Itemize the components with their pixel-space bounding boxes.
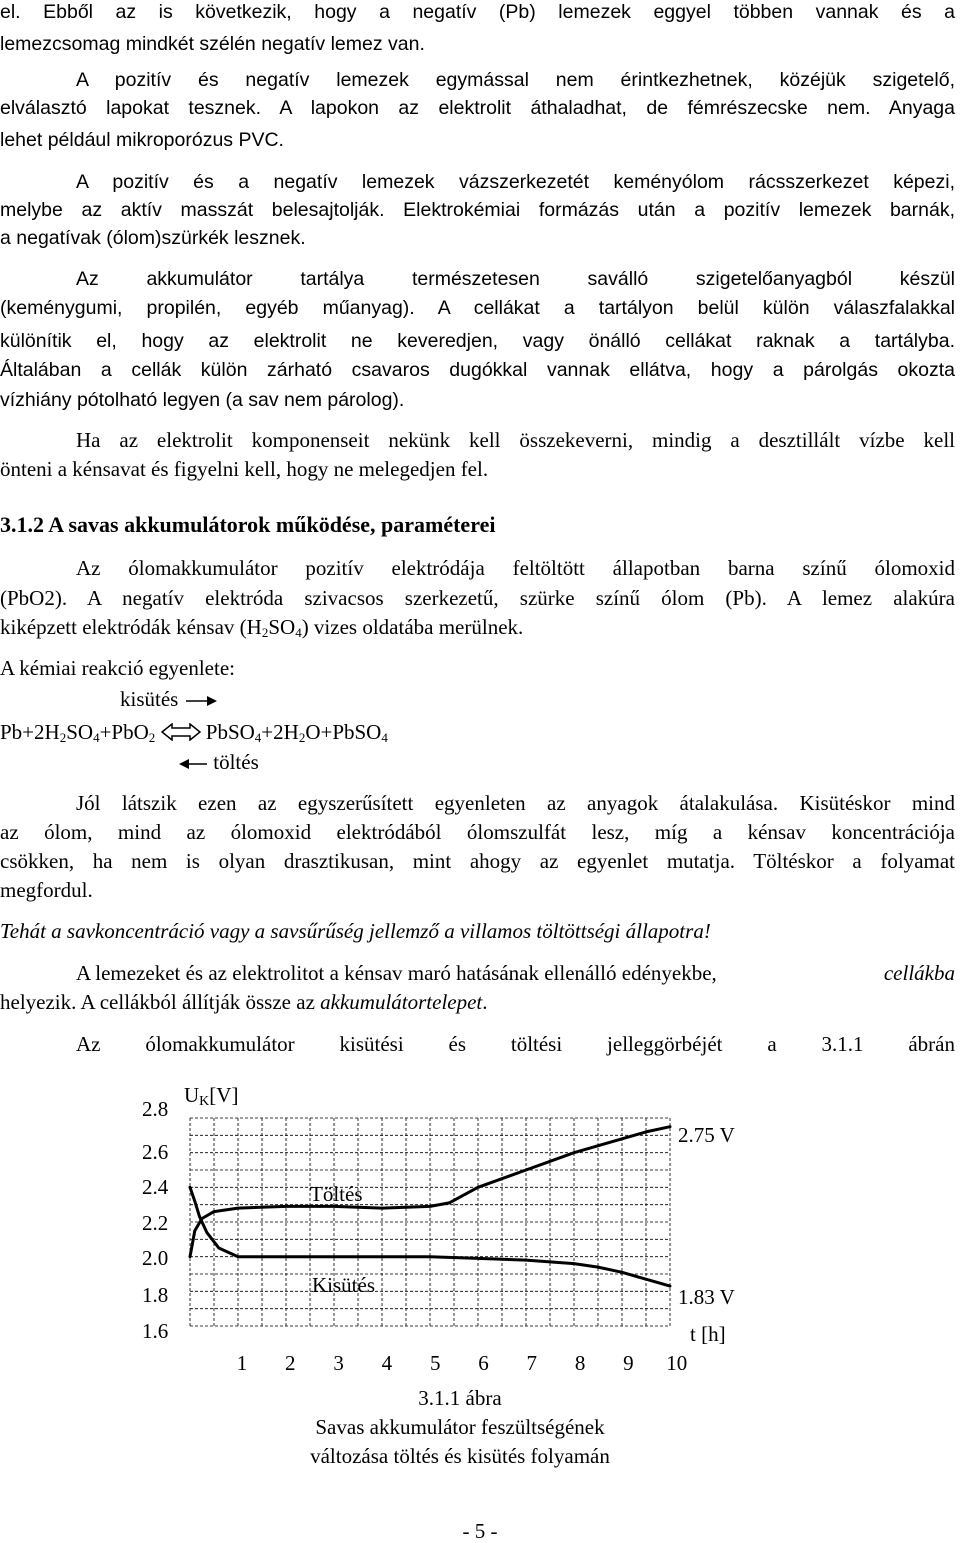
charge-label [178,752,259,773]
text-line: az ólom, mind az ólomoxid elektródából ólomszulfát lesz, míg a kénsav koncentrációja [0,820,955,844]
y-tick-label: 1.8 [142,1283,169,1307]
y-tick-label: 2.2 [142,1211,169,1235]
text-line: el. Ebből az is következik, hogy a negatív (Pb) lemezek eggyel többen vannak és a [0,1,955,23]
discharge-text: kisütés [120,687,179,711]
eq-part: O+PbSO [305,720,382,744]
text-line: elválasztó lapokat tesznek. A lapokon az elektrolit áthaladhat, de fémrészecske nem. Anyaga [0,97,955,119]
text-line [0,992,488,1013]
text-line: vízhiány pótolható legyen (a sav nem párolog). [0,389,405,411]
figure-caption: Savas akkumulátor feszültségének [315,1415,605,1439]
y-axis-label: UK[V] [184,1083,239,1109]
page-number: - 5 - [462,1519,498,1543]
x-tick-label: 8 [574,1351,586,1375]
text-line: Az akkumulátor tartálya természetesen saválló szigetelőanyagból készül [76,268,955,290]
voltage-chart [120,1076,920,1386]
y-tick-label: 2.4 [142,1175,169,1199]
text-line: A pozitív és a negatív lemezek vázszerkezetét keményólom rácsszerkezet képezi, [76,171,955,193]
subscript: 2 [148,730,156,745]
subscript: 2 [298,730,306,745]
chart-ticks [142,1097,687,1375]
charge-text: töltés [213,750,259,774]
y-tick-label: 2.8 [142,1097,169,1121]
x-tick-label: 3 [333,1351,344,1375]
charge-curve [190,1127,670,1257]
text-line: csökken, ha nem is olyan drasztikusan, mint ahogy az egyenlet mutatja. Töltéskor a folyamat [0,849,955,873]
x-tick-label: 5 [429,1351,441,1375]
text-fragment: A lemezeket és az elektrolitot a kénsav maró hatásának ellenálló edényekbe, [76,961,717,985]
eq-part: SO [66,720,94,744]
text-line: Az ólomakkumulátor kisütési és töltési jelleggörbéjét a 3.1.1 ábrán [76,1032,955,1056]
eq-part: +PbO [99,720,149,744]
subscript: 2 [59,730,67,745]
subscript: 4 [93,730,100,745]
double-arrow-icon [161,723,201,741]
text-line: melybe az aktív masszát belesajtolják. Elektrokémiai formázás után a pozitív lemezek barnák, [0,199,955,221]
discharge-label [120,689,218,710]
figure-number: 3.1.1 ábra [418,1386,502,1410]
text-line: Jól látszik ezen az egyszerűsített egyenleten az anyagok átalakulása. Kisütéskor mind [76,791,955,815]
text-fragment: ) vizes oldatába merülnek. [301,615,524,639]
text-fragment: helyezik. A cellákból állítják össze az [0,990,315,1014]
end-value-discharge: 1.83 V [678,1285,735,1309]
emphasis-line: Tehát a savkoncentráció vagy a savsűrűség jellemző a villamos töltöttségi állapotra! [0,919,711,943]
text-line: önteni a kénsavat és figyelni kell, hogy ne melegedjen fel. [0,457,489,481]
text-line: különítik el, hogy az elektrolit ne keveredjen, vagy önálló cellákat raknak a tartályba. [0,330,955,352]
x-tick-label: 2 [285,1351,296,1375]
text-line [0,617,523,638]
left-arrow-icon [178,757,208,771]
series-label-charge: Töltés [310,1182,363,1206]
y-tick-label: 2.0 [142,1246,169,1270]
text-fragment: kiképzett elektródák kénsav (H [0,615,262,639]
chart-grid [190,1118,670,1326]
section-heading: 3.1.2 A savas akkumulátorok működése, paraméterei [0,512,496,537]
text-line: Az ólomakkumulátor pozitív elektródája feltöltött állapotban barna színű ólomoxid [76,556,955,580]
end-value-charge: 2.75 V [678,1123,735,1147]
x-tick-label: 10 [666,1351,688,1375]
reaction-intro: A kémiai reakció egyenlete: [0,656,235,680]
text-line: a negatívak (ólom)szürkék lesznek. [0,227,306,249]
text-fragment-italic: cellákba [883,961,955,985]
text-line: A pozitív és negatív lemezek egymással nem érintkezhetnek, közéjük szigetelő, [76,69,955,91]
y-tick-label: 1.6 [142,1319,169,1343]
x-tick-label: 4 [381,1351,393,1375]
text-line: Ha az elektrolit komponenseit nekünk kell összekeverni, mindig a desztillált vízbe kell [76,428,955,452]
subscript: 4 [381,730,388,745]
text-line: megfordul. [0,878,93,902]
reaction-equation [0,722,388,743]
x-axis-label: t [h] [690,1322,726,1346]
discharge-curve [190,1187,670,1286]
series-label-discharge: Kisütés [312,1273,375,1297]
eq-part: +2H [261,720,299,744]
right-arrow-icon [184,694,218,708]
text-line: Általában a cellák külön zárható csavaros dugókkal vannak ellátva, hogy a párolgás okozta [0,359,955,381]
x-tick-label: 1 [236,1351,248,1375]
x-tick-label: 9 [623,1351,634,1375]
text-line: (keménygumi, propilén, egyéb műanyag). A cellákat a tartályon belül külön válaszfalakkal [0,297,955,319]
figure-caption: változása töltés és kisütés folyamán [310,1444,610,1468]
subscript: 4 [295,625,302,640]
text-line: (PbO2). A negatív elektróda szivacsos szerkezetű, szürke színű ólom (Pb). A lemez alakúra [0,586,955,610]
eq-part: PbSO [205,720,255,744]
x-tick-label: 6 [478,1351,489,1375]
eq-part: Pb+2H [0,720,60,744]
subscript: 4 [254,730,262,745]
text-fragment-italic: akkumulátortelepet [320,990,483,1014]
x-tick-label: 7 [526,1351,538,1375]
text-fragment: . [482,990,488,1014]
text-line [76,963,955,984]
subscript: 2 [261,625,269,640]
text-line: lemezcsomag mindkét szélén negatív lemez van. [0,33,425,55]
text-line: lehet például mikroporózus PVC. [0,129,284,151]
y-tick-label: 2.6 [142,1140,169,1164]
text-fragment: SO [268,615,296,639]
